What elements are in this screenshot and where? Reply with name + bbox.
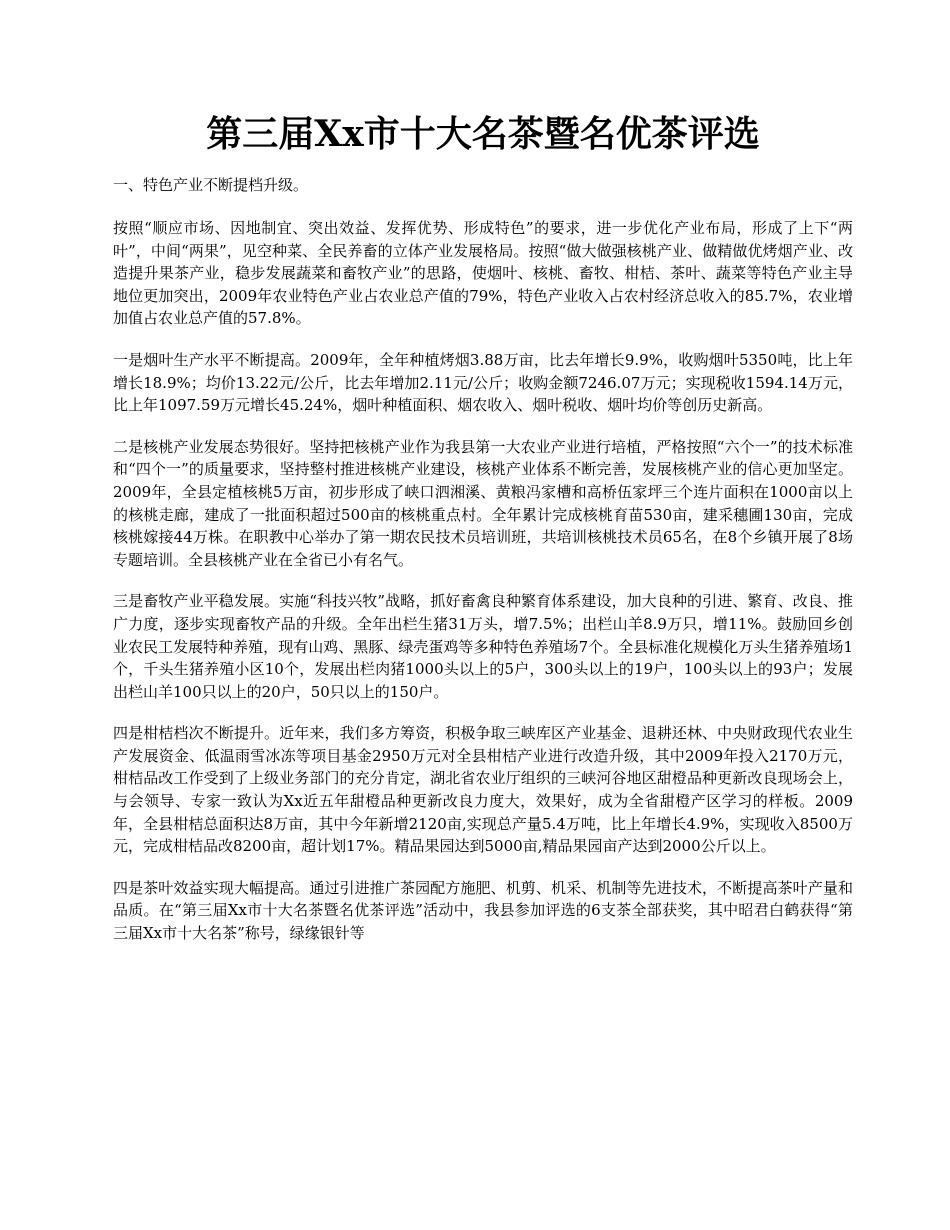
document-page	[113, 108, 853, 964]
paragraph-overview: 按照“顺应市场、因地制宜、突出效益、发挥优势、形成特色”的要求，进一步优化产业布局，形成了上下“两叶”，中间“两果”，见空种菜、全民养畜的立体产业发展格局。按照“做大做强核桃产业、做精做优烤烟产业、改造提升果茶产业，稳步发展蔬菜和畜牧产业”的思路，使烟叶、核桃、畜牧、柑桔、茶叶、蔬菜等特色产业主导地位更加突出，2009年农业特色产业占农业总产值的79%，特色产业收入占农村经济总收入的85.7%，农业增加值占农业总产值的57.8%。	[113, 219, 853, 328]
paragraph-tea: 四是茶叶效益实现大幅提高。通过引进推广茶园配方施肥、机剪、机采、机制等先进技术，不断提高茶叶产量和品质。在“第三届Xx市十大名茶暨名优茶评选”活动中，我县参加评选的6支茶全部获奖，其中昭君白鹤获得“第三届Xx市十大名茶”称号，绿缘银针等	[113, 878, 853, 943]
paragraph-walnut: 二是核桃产业发展态势很好。坚持把核桃产业作为我县第一大农业产业进行培植，严格按照“六个一”的技术标准和“四个一”的质量要求，坚持整村推进核桃产业建设，核桃产业体系不断完善，发展核桃产业的信心更加坚定。2009年，全县定植核桃5万亩，初步形成了峡口泗湘溪、黄粮冯家槽和高桥伍家坪三个连片面积在1000亩以上的核桃走廊，建成了一批面积超过500亩的核桃重点村。全年累计完成核桃育苗530亩，建采穗圃130亩，完成核桃嫁接44万株。在职教中心举办了第一期农民技术员培训班，共培训核桃技术员65名，在8个乡镇开展了8场专题培训。全县核桃产业在全省已小有名气。	[113, 437, 853, 569]
document-title: 第三届Xx市十大名茶暨名优茶评选	[206, 113, 760, 155]
paragraph-citrus: 四是柑桔档次不断提升。近年来，我们多方筹资，积极争取三峡库区产业基金、退耕还林、中央财政现代农业生产发展资金、低温雨雪冰冻等项目基金2950万元对全县柑桔产业进行改造升级，其中2009年投入2170万元，柑桔品改工作受到了上级业务部门的充分肯定，湖北省农业厅组织的三峡河谷地区甜橙品种更新改良现场会上，与会领导、专家一致认为Xx近五年甜橙品种更新改良力度大，效果好，成为全省甜橙产区学习的样板。2009年，全县柑桔总面积达8万亩，其中今年新增2120亩,实现总产量5.4万吨，比上年增长4.9%，实现收入8500万元，完成柑桔品改8200亩，超计划17%。精品果园达到5000亩,精品果园亩产达到2000公斤以上。	[113, 724, 853, 856]
section-heading: 一、特色产业不断提档升级。	[113, 176, 309, 194]
paragraph-livestock: 三是畜牧产业平稳发展。实施“科技兴牧”战略，抓好畜禽良种繁育体系建设，加大良种的引进、繁育、改良、推广力度，逐步实现畜牧产品的升级。全年出栏生猪31万头，增7.5%；出栏山羊8.9万只，增11%。鼓励回乡创业农民工发展特种养殖，现有山鸡、黑豚、绿壳蛋鸡等多种特色养殖场7个。全县标准化规模化万头生猪养殖场1个，千头生猪养殖小区10个，发展出栏肉猪1000头以上的5户，300头以上的19户，100头以上的93户；发展出栏山羊100只以上的20户，50只以上的150户。	[113, 592, 853, 701]
paragraph-tobacco: 一是烟叶生产水平不断提高。2009年，全年种植烤烟3.88万亩，比去年增长9.9%，收购烟叶5350吨，比上年增长18.9%；均价13.22元/公斤，比去年增加2.11元/公斤；收购金额7246.07万元；实现税收1594.14万元，比上年1097.59万元增长45.24%，烟叶种植面积、烟农收入、烟叶税收、烟叶均价等创历史新高。	[113, 350, 853, 415]
